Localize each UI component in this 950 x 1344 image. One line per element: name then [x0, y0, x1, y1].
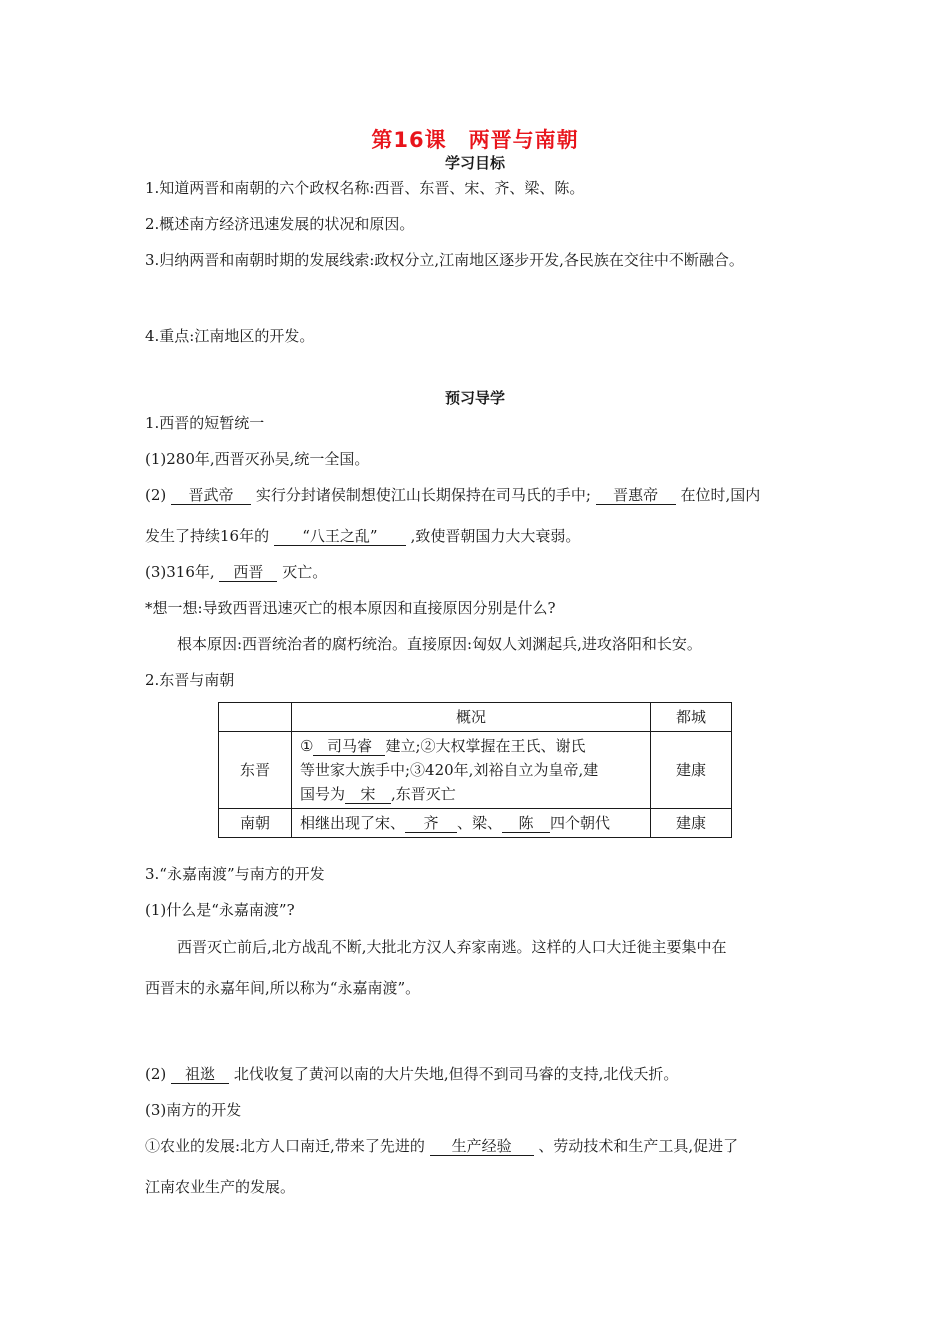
section-2-title: 2.东晋与南朝	[145, 671, 235, 689]
section-1-point-3	[145, 562, 327, 582]
text: (3)316年,	[145, 563, 215, 581]
text: 、劳动技术和生产工具,促进了	[538, 1137, 739, 1155]
think-question: *想一想:导致西晋迅速灭亡的根本原因和直接原因分别是什么?	[145, 599, 556, 617]
text: 在位时,国内	[680, 486, 761, 504]
answer-blank: 祖逖	[171, 1066, 229, 1084]
preview-heading: 预习导学	[444, 389, 505, 407]
section-3-answer-1-cont: 西晋末的永嘉年间,所以称为“永嘉南渡”。	[145, 979, 421, 997]
text: ,东晋灭亡	[391, 785, 456, 803]
section-1-point-2-cont	[145, 526, 580, 546]
overview-cell	[292, 732, 651, 809]
dynasty-name: 南朝	[219, 809, 292, 838]
section-1-title: 1.西晋的短暂统一	[145, 414, 265, 432]
answer-blank: “八王之乱”	[274, 528, 406, 546]
capital-cell: 建康	[651, 732, 732, 809]
text: ①农业的发展:北方人口南迁,带来了先进的	[145, 1137, 425, 1155]
text: (2)	[145, 1065, 167, 1083]
goal-item-2: 2.概述南方经济迅速发展的状况和原因。	[145, 215, 415, 233]
table-header: 概况	[292, 703, 651, 732]
overview-cell	[292, 809, 651, 838]
text: 、梁、	[457, 814, 503, 832]
page-title: 第16课 两晋与南朝	[371, 128, 579, 152]
section-1-point-2	[145, 485, 760, 505]
text: 四个朝代	[550, 814, 611, 832]
text: 实行分封诸侯制想使江山长期保持在司马氏的手中;	[255, 486, 591, 504]
answer-blank: 生产经验	[430, 1138, 534, 1156]
capital-cell: 建康	[651, 809, 732, 838]
goal-item-3: 3.归纳两晋和南朝时期的发展线索:政权分立,江南地区逐步开发,各民族在交往中不断融合。	[145, 251, 744, 269]
table-header-row	[219, 703, 732, 732]
goal-item-4: 4.重点:江南地区的开发。	[145, 327, 315, 345]
section-3-question-3: (3)南方的开发	[145, 1101, 242, 1119]
section-3-title: 3.“永嘉南渡”与南方的开发	[145, 865, 325, 883]
text: 北伐收复了黄河以南的大片失地,但得不到司马睿的支持,北伐夭折。	[233, 1065, 679, 1083]
table-row	[219, 809, 732, 838]
table-header: 都城	[651, 703, 732, 732]
text: 发生了持续16年的	[145, 527, 270, 545]
answer-blank: 宋	[345, 786, 391, 804]
table-row	[219, 732, 732, 809]
agriculture-item-cont: 江南农业生产的发展。	[145, 1178, 296, 1196]
answer-blank: 晋武帝	[171, 487, 251, 505]
section-3-question-2	[145, 1064, 678, 1084]
goals-heading: 学习目标	[444, 154, 505, 172]
text: 相继出现了宋、	[300, 814, 406, 832]
answer-blank: 西晋	[219, 564, 277, 582]
section-1-point-1: (1)280年,西晋灭孙吴,统一全国。	[145, 450, 370, 468]
text: ,致使晋朝国力大大衰弱。	[410, 527, 581, 545]
table-header	[219, 703, 292, 732]
text: (2)	[145, 486, 167, 504]
text: 灭亡。	[282, 563, 328, 581]
text: 建立;②大权掌握在王氏、谢氏	[385, 737, 586, 755]
think-answer: 根本原因:西晋统治者的腐朽统治。直接原因:匈奴人刘渊起兵,进攻洛阳和长安。	[177, 635, 702, 653]
text: ①	[300, 737, 314, 755]
agriculture-item	[145, 1136, 738, 1156]
answer-blank: 齐	[405, 815, 457, 833]
section-3-answer-1: 西晋灭亡前后,北方战乱不断,大批北方汉人弃家南逃。这样的人口大迁徙主要集中在	[177, 938, 727, 956]
answer-blank: 陈	[502, 815, 550, 833]
section-3-question-1: (1)什么是“永嘉南渡”?	[145, 901, 295, 919]
text: 国号为	[300, 785, 346, 803]
answer-blank: 司马睿	[313, 738, 385, 756]
answer-blank: 晋惠帝	[596, 487, 676, 505]
dynasty-name: 东晋	[219, 732, 292, 809]
text: 等世家大族手中;③420年,刘裕自立为皇帝,建	[300, 761, 599, 779]
goal-item-1: 1.知道两晋和南朝的六个政权名称:西晋、东晋、宋、齐、梁、陈。	[145, 179, 585, 197]
dynasty-table	[218, 702, 732, 838]
